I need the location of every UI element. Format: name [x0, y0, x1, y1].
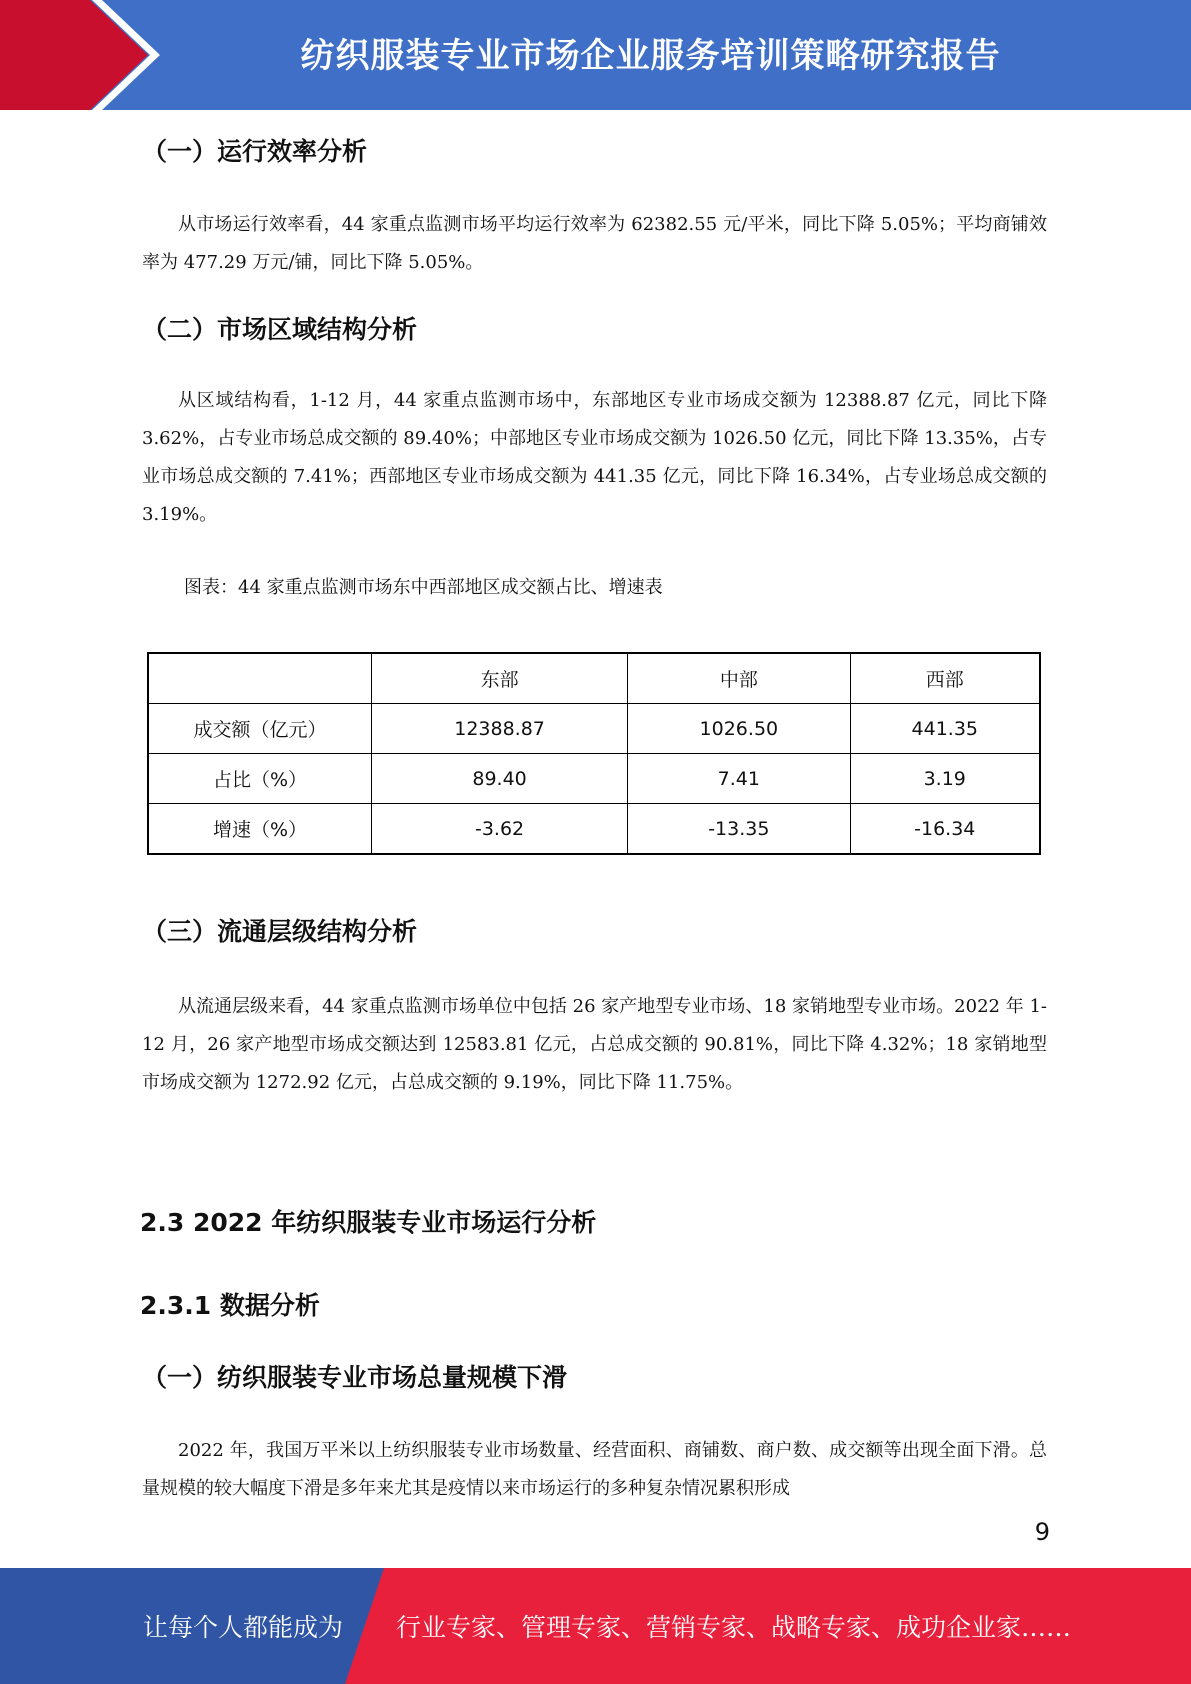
table-row-label: 成交额（亿元）	[148, 704, 372, 754]
table-row-label: 增速（%）	[148, 804, 372, 855]
table-row	[148, 804, 1040, 855]
paragraph-regional-structure: 从区域结构看，1-12 月，44 家重点监测市场中，东部地区专业市场成交额为 12388.87 亿元，同比下降 3.62%，占专业市场总成交额的 89.40%；中部地区专业市场成交额为 1026.50 亿元，同比下降 13.35%，占专业市场总成交额的 7.41%；西部地区专业市场成交额为 441.35 亿元，同比下降 16.34%，占专业场总成交额的 3.19%。	[142, 390, 1047, 525]
table-header-row	[148, 653, 1040, 704]
table-cell: -3.62	[372, 804, 628, 855]
table-cell: 89.40	[372, 754, 628, 804]
table-header-cell: 中部	[628, 653, 850, 704]
section-heading-2-3: 2.3 2022 年纺织服装专业市场运行分析	[140, 1208, 597, 1237]
paragraph-circulation-structure: 从流通层级来看，44 家重点监测市场单位中包括 26 家产地型专业市场、18 家销地型专业市场。2022 年 1-12 月，26 家产地型市场成交额达到 12583.81 亿元，占总成交额的 90.81%，同比下降 4.32%；18 家销地型市场成交额为 1272.92 亿元，占总成交额的 9.19%，同比下降 11.75%。	[142, 996, 1047, 1093]
heading-operating-efficiency: （一）运行效率分析	[142, 137, 368, 166]
table-cell: 7.41	[628, 754, 850, 804]
footer-slogan-left: 让每个人都能成为	[143, 1613, 344, 1642]
table-cell: -16.34	[850, 804, 1040, 855]
table-caption: 图表：44 家重点监测市场东中西部地区成交额占比、增速表	[184, 577, 663, 598]
table-cell: 441.35	[850, 704, 1040, 754]
section-heading-2-3-1: 2.3.1 数据分析	[140, 1291, 320, 1320]
heading-circulation-structure: （三）流通层级结构分析	[142, 917, 418, 946]
header-banner	[0, 0, 1191, 110]
table-header-cell: 西部	[850, 653, 1040, 704]
table-row	[148, 754, 1040, 804]
table-header-cell	[148, 653, 372, 704]
paragraph-market-scale-decline: 2022 年，我国万平米以上纺织服装专业市场数量、经营面积、商铺数、商户数、成交额等出现全面下滑。总量规模的较大幅度下滑是多年来尤其是疫情以来市场运行的多种复杂情况累积形成	[142, 1440, 1047, 1499]
table-cell: -13.35	[628, 804, 850, 855]
table-cell: 12388.87	[372, 704, 628, 754]
footer-slogan-right: 行业专家、管理专家、营销专家、战略专家、成功企业家……	[396, 1613, 1072, 1642]
footer-banner	[0, 1568, 1191, 1684]
report-title: 纺织服装专业市场企业服务培训策略研究报告	[300, 36, 1001, 76]
heading-market-scale-decline: （一）纺织服装专业市场总量规模下滑	[142, 1363, 568, 1392]
table-row-label: 占比（%）	[148, 754, 372, 804]
page-number: 9	[1034, 1518, 1050, 1546]
table-header-cell: 东部	[372, 653, 628, 704]
table-row	[148, 704, 1040, 754]
regional-data-table	[147, 652, 1041, 855]
table-cell: 1026.50	[628, 704, 850, 754]
heading-regional-structure: （二）市场区域结构分析	[142, 315, 418, 344]
table-cell: 3.19	[850, 754, 1040, 804]
paragraph-operating-efficiency: 从市场运行效率看，44 家重点监测市场平均运行效率为 62382.55 元/平米，同比下降 5.05%；平均商铺效率为 477.29 万元/铺，同比下降 5.05%。	[142, 214, 1047, 273]
